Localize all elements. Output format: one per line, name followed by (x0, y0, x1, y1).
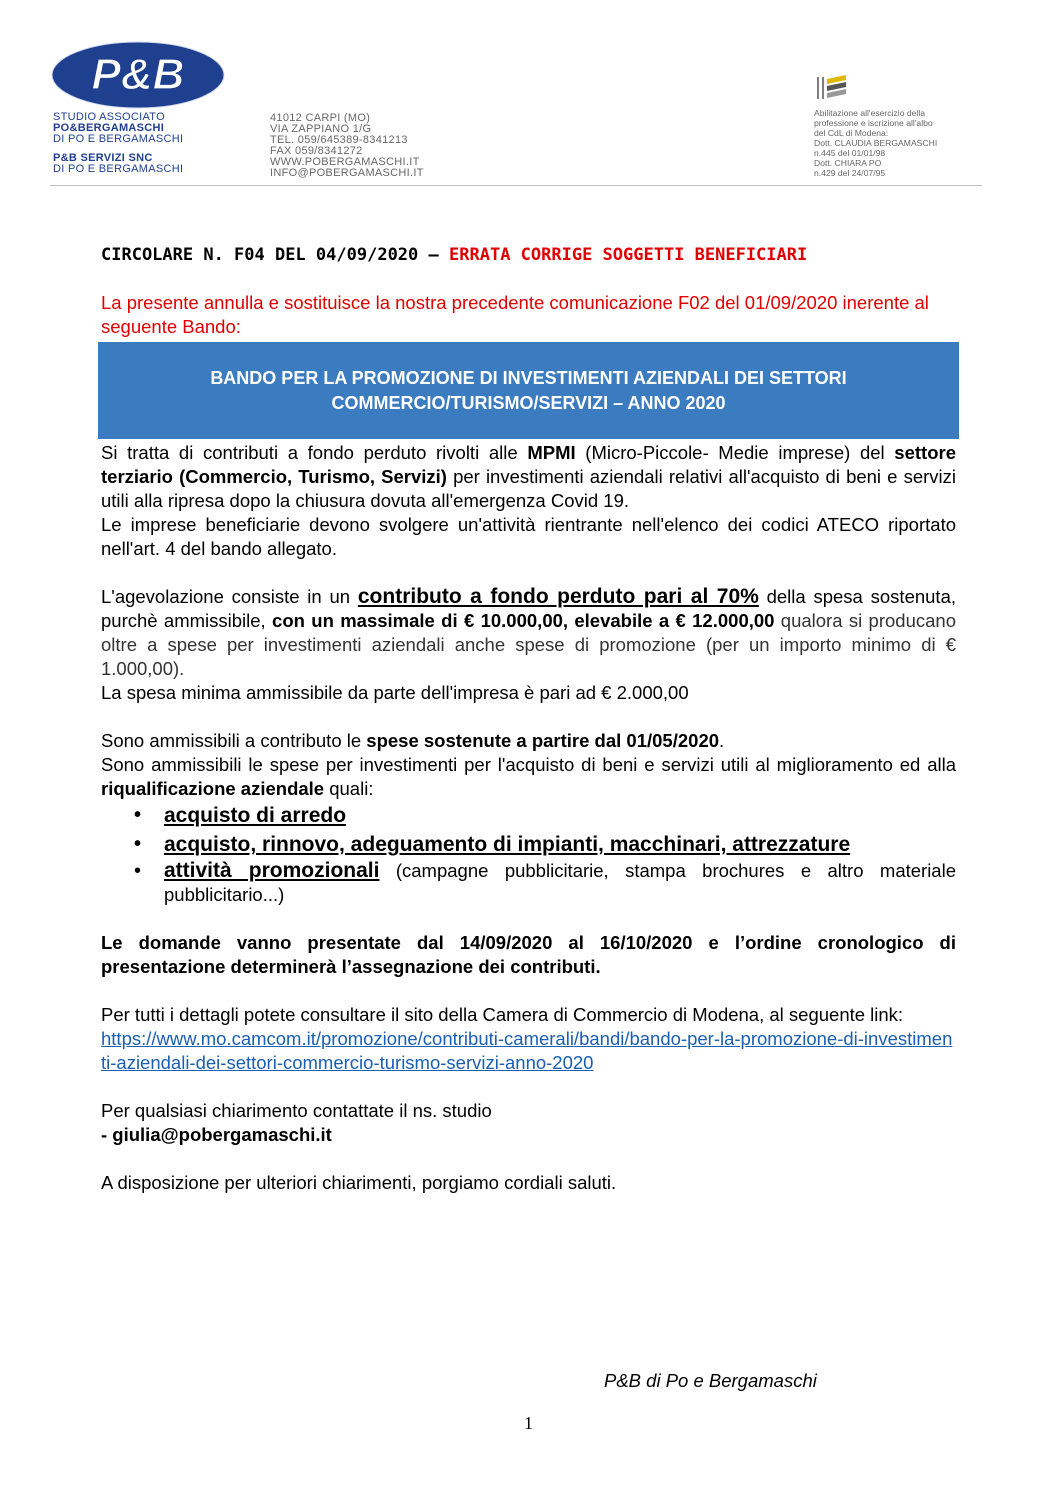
abilitazione-block (814, 108, 937, 178)
address-line: INFO@POBERGAMASCHI.IT (270, 167, 424, 179)
text-run: . (719, 730, 725, 751)
firm-line: PO&BERGAMASCHI (53, 122, 165, 134)
circular-number: CIRCOLARE N. F04 DEL 04/09/2020 – (101, 245, 439, 265)
circular-subject: ERRATA CORRIGE SOGGETTI BENEFICIARI (449, 245, 808, 265)
firm-line: STUDIO ASSOCIATO (53, 111, 165, 123)
address-block (270, 113, 424, 179)
text-run: (Micro-Piccole- Medie imprese) del (575, 442, 895, 463)
text-run: quali: (324, 778, 374, 799)
paragraph-eligible-from (101, 729, 956, 753)
signature: P&B di Po e Bergamaschi (604, 1370, 817, 1391)
abilitazione-line: professione e iscrizione all'albo (814, 118, 933, 128)
text-run-highlight: contributo a fondo perduto pari al 70% (357, 585, 759, 608)
camcom-link[interactable]: https://www.mo.camcom.it/promozione/contributi-camerali/bandi/bando-per-la-promozione-di-investimenti-aziendali-dei-settori-commercio-turismo-servizi-anno-2020 (101, 1028, 953, 1073)
expense-list (101, 801, 956, 907)
list-item (101, 859, 956, 907)
firm-name-block (53, 112, 253, 175)
text-run: della spesa sostenuta, purchè ammissibile, (101, 586, 957, 631)
abilitazione-line: n.445 del 01/01/98 (814, 148, 886, 158)
text-run-bold: settore terziario (Commercio, Turismo, Servizi) (101, 442, 956, 487)
document-body (101, 243, 956, 1195)
text-run: Sono ammissibili le spese per investimenti per l'acquisto di beni e servizi utili al miglioramento ed alla (101, 754, 956, 775)
svg-text:P&B: P&B (91, 50, 185, 99)
header-divider (50, 185, 982, 186)
abilitazione-line: del CdL di Modena: (814, 128, 889, 138)
text-run: qualora si producano oltre a spese per investimenti aziendali anche spese di promozione (per un importo minimo di € 1.000,00). (101, 610, 956, 679)
address-line: VIA ZAPPIANO 1/G (270, 123, 372, 135)
abilitazione-line: Dott. CLAUDIA BERGAMASCHI (814, 138, 938, 148)
paragraph-ateco: Le imprese beneficiarie devono svolgere un'attività rientrante nell'elenco dei codici ATECO riportato nell'art. 4 del bando allegato. (101, 514, 956, 559)
list-item (101, 801, 956, 830)
paragraph-beneficiaries (101, 441, 956, 513)
intro-notice: La presente annulla e sostituisce la nostra precedente comunicazione F02 del 01/09/2020 inerente al seguente Bando: (101, 292, 929, 337)
text-run: per investimenti aziendali relativi all'acquisto di beni e servizi utili alla ripresa dopo la chiusura dovuta all'emergenza Covid 19. (101, 466, 956, 511)
list-item-text: acquisto di arredo (164, 804, 347, 827)
bullet-icon: • (134, 804, 142, 826)
address-line: WWW.POBERGAMASCHI.IT (270, 156, 420, 168)
contact-email[interactable]: - giulia@pobergamaschi.it (101, 1124, 332, 1145)
circular-title (101, 243, 956, 267)
bullet-icon: • (134, 833, 142, 855)
firm-line: DI PO E BERGAMASCHI (53, 133, 184, 145)
text-run-bold: MPMI (527, 442, 576, 463)
abilitazione-line: n.429 del 24/07/95 (814, 168, 886, 178)
abilitazione-line: Dott. CHIARA PO (814, 158, 882, 168)
paragraph-details: Per tutti i dettagli potete consultare il sito della Camera di Commercio di Modena, al seguente link: (101, 1004, 904, 1025)
firm2-line: DI PO E BERGAMASCHI (53, 163, 184, 175)
bando-banner (98, 342, 959, 439)
paragraph-contact: Per qualsiasi chiarimento contattate il ns. studio (101, 1100, 492, 1121)
paragraph-agevolazione (101, 585, 956, 681)
address-line: TEL. 059/645389-8341213 (270, 134, 408, 146)
firm2-line: P&B SERVIZI SNC (53, 152, 153, 164)
text-run-bold: spese sostenute a partire dal 01/05/2020 (366, 730, 720, 751)
text-run: Sono ammissibili a contributo le (101, 730, 367, 751)
text-run-bold: riqualificazione aziendale (101, 778, 325, 799)
company-logo (50, 40, 226, 110)
page-number: 1 (524, 1413, 533, 1433)
address-line: 41012 CARPI (MO) (270, 112, 371, 124)
abilitazione-line: Abilitazione all'esercizio della (814, 108, 926, 118)
banner-line: COMMERCIO/TURISMO/SERVIZI – ANNO 2020 (331, 393, 726, 413)
list-item-text: acquisto, rinnovo, adeguamento di impianti, macchinari, attrezzature (164, 833, 851, 856)
text-run: L'agevolazione consiste in un (101, 586, 358, 607)
address-line: FAX 059/8341272 (270, 145, 363, 157)
bullet-icon: • (134, 860, 142, 882)
paragraph-closing: A disposizione per ulteriori chiarimenti, porgiamo cordiali saluti. (101, 1172, 617, 1193)
paragraph-min-spend: La spesa minima ammissibile da parte dell'impresa è pari ad € 2.000,00 (101, 682, 689, 703)
list-item-text: (campagne pubblicitarie, stampa brochures e altro materiale pubblicitario...) (164, 860, 956, 905)
list-item-text: attività promozionali (164, 859, 380, 882)
paragraph-link (101, 1027, 956, 1075)
list-item (101, 830, 956, 859)
professional-order-icon (812, 73, 852, 103)
paragraph-eligible-expenses (101, 753, 956, 801)
text-run-bold: con un massimale di € 10.000,00, elevabile a € 12.000,00 (272, 610, 775, 631)
text-run: Si tratta di contributi a fondo perduto rivolti alle (101, 442, 528, 463)
banner-line: BANDO PER LA PROMOZIONE DI INVESTIMENTI AZIENDALI DEI SETTORI (210, 368, 847, 388)
paragraph-deadlines: Le domande vanno presentate dal 14/09/2020 al 16/10/2020 e l’ordine cronologico di presentazione determinerà l’assegnazione dei contributi. (101, 932, 956, 977)
